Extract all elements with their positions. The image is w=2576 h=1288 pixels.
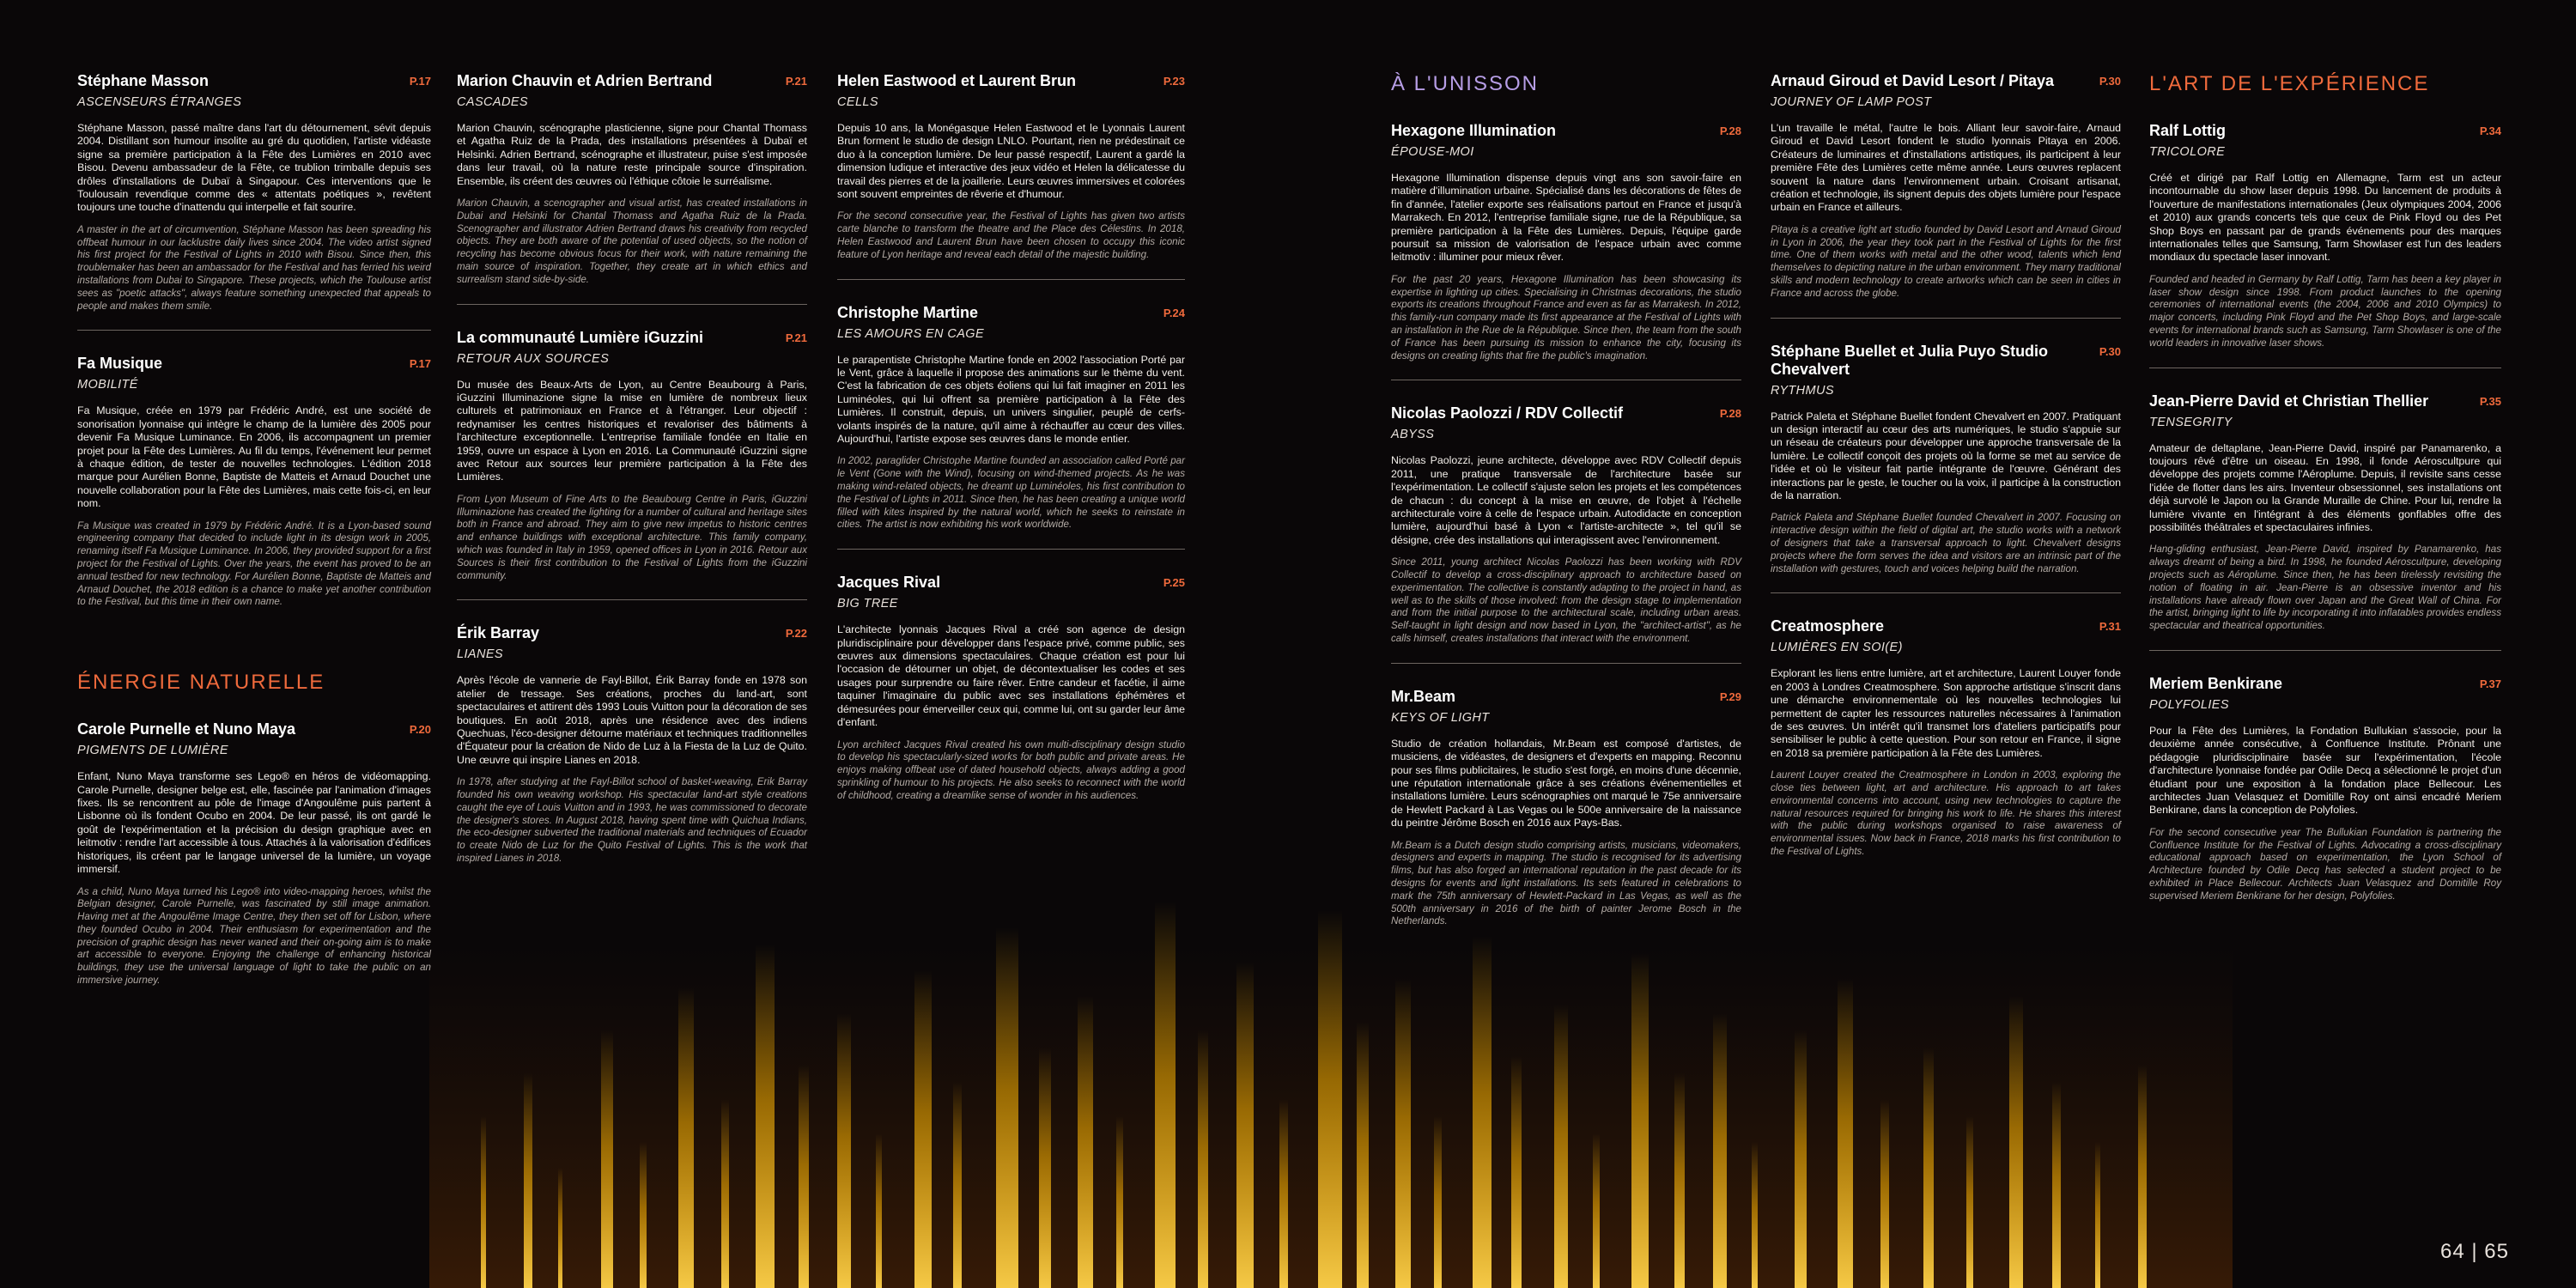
entry-8 [837,574,1185,802]
artist-name: Mr.Beam [1391,687,1456,705]
light-streak [1395,979,1411,1288]
description-en: A master in the art of circumvention, Stéphane Masson has been spreading his offbeat humour in our lacklustre daily lives since 2004. The video artist signed his first project for the Festival of Lights in 2010 with Bisou. Since then, this troublemaker has been an ambassador for the Festival and has ferried his weird installations from Dubai to Singapore. These projects, which the Toulouse artist sees as "poetic attacks", always feature something unexpected that appeals to people and makes them smile. [77,223,431,312]
divider [837,279,1185,280]
light-streak [558,1168,562,1288]
artist-name: Creatmosphere [1771,617,1885,635]
work-title: TRICOLORE [2149,145,2226,159]
entry-13 [1771,343,2121,576]
description-fr: Du musée des Beaux-Arts de Lyon, au Centre Beaubourg à Paris, iGuzzini Illuminazione signe la mise en lumière de nombreux lieux culturels et patrimoniaux en France et à l'étranger. Leur objectif : redynamiser les centres historiques et revaloriser des bâtiments à l'architecture exceptionnelle. L'entreprise familiale fondée en Italie en 1959, ouvre un espace à Lyon en 2016. La Communauté iGuzzini signe avec Retour aux sources leur première participation à la Fête des Lumières. [457,378,807,483]
column-2 [457,72,807,866]
page-ref: P.31 [2099,620,2121,634]
description-fr: Le parapentiste Christophe Martine fonde en 2002 l'association Porté par le Vent, grâce à laquelle il propose des animations sur le thème du vent. C'est la fabrication de ces objets éoliens qui lui fait imaginer en 2011 les Luminéoles, qui lui offrent sa première participation à la Fête des Lumières. Il construit, depuis, un univers singulier, peuplé de cerfs-volants inspirés de la nature, qu'il aime à réchauffer au cœur des villes. Aujourd'hui, l'artiste expose ses œuvres dans le monde entier. [837,353,1185,446]
column-1 [77,72,431,987]
artist-name: Jean-Pierre David et Christian Thellier [2149,392,2429,410]
work-title: CELLS [837,95,878,109]
description-en: In 2002, paraglider Christophe Martine founded an association called Porté par le Vent (Gone with the Wind), focusing on wind-themed projects. As he was making wind-related objects, he dreamt up Luminéoles, his first contribution to the Festival of Lights in 2011. Since then, he has been creating a unique world filled with kites inspired by the natural world, which he seeks to reinstate in cities. The artist is now exhibiting his work worldwide. [837,455,1185,531]
light-streak [914,970,932,1288]
description-en: Marion Chauvin, a scenographer and visual artist, has created installations in Dubai and Helsinki for Chantal Thomass and Agatha Ruiz de la Prada. Scenographer and illustrator Adrien Bertrand draws his creativity from recycled objects. They are both aware of the potential of used objects, so the notion of recycling has become obvious focus for their work, with nature remaining the main source of inspiration. Together, they create art in which ethics and surrealism stand side-by-side. [457,197,807,285]
artist-name: Arnaud Giroud et David Lesort / Pitaya [1771,72,2055,89]
light-streak [1795,1030,1807,1288]
entry-4 [457,329,807,583]
column-3 [837,72,1185,802]
description-en: Fa Musique was created in 1979 by Frédéric André. It is a Lyon-based sound engineering company that decided to include light in its design work in 2005, renaming itself Fa Musique Luminance. In 2006, they provided support for a first project for the Festival of Lights. Over the years, the event has proved to be an annual testbed for new technology. For Aurélien Bonne, Baptiste de Matteis and Arnaud Douchet, the 2018 edition is a chance to make yet another contribution to the Festival, but this time in their own name. [77,519,431,608]
divider [1771,318,2121,319]
description-en: As a child, Nuno Maya turned his Lego® into video-mapping heroes, whilst the Belgian designer, Carole Purnelle, was fascinated by still image animation. Having met at the Angoulême Image Centre, they then set off for Lisbon, where they founded Ocubo in 2004. Their enthusiasm for experimentation and the precision of graphic design has never waned and their on-going aim is to make art accessible to everyone. Enjoying the challenge of enhancing historical buildings, they use the universal language of light to take the public on an immersive journey. [77,885,431,987]
light-streak [2095,1142,2100,1288]
description-fr: Créé et dirigé par Ralf Lottig en Allemagne, Tarm est un acteur incontournable du show laser depuis 1998. Du lancement de produits à l'ouverture de manifestations internationales (Jeux olympiques 2004, 2006 et 2010) aux grands concerts tels que ceux de Pink Floyd ou des Pet Shop Boys en passant par de grands événements pour des marques internationales telles que Samsung, Tarm Showlaser est l'un des leaders mondiaux du spectacle laser innovant. [2149,172,2501,264]
artist-name: Fa Musique [77,355,163,373]
light-streak [996,927,1018,1288]
light-streak [481,1116,486,1288]
description-en: For the second consecutive year The Bullukian Foundation is partnering the Confluence Institute for the Festival of Lights. Advocating a cross-disciplinary educational approach based on experimentation, the Lyon School of Architecture founded by Odile Decq has selected a student project to be exhibited in Place Bellecour. Architects Juan Velasquez and Domitille Roy supervised Meriem Benkirane for her design, Polyfolies. [2149,826,2501,902]
artist-name: Marion Chauvin et Adrien Bertrand [457,72,713,89]
page-ref: P.24 [1163,306,1185,319]
column-4 [1391,72,1741,928]
light-streak [1838,979,1853,1288]
page-ref: P.37 [2479,677,2501,691]
artist-name: Meriem Benkirane [2149,675,2283,693]
entry-3 [457,72,807,287]
work-title: ÉPOUSE-MOI [1391,145,1474,159]
light-streak [640,1142,647,1288]
entry-14 [1771,617,2121,858]
light-streak [799,1065,809,1288]
description-fr: Marion Chauvin, scénographe plasticienne, signe pour Chantal Thomass et Agatha Ruiz de la Prada, des installations présentées à Dubaï et Helsinki. Adrien Bertrand, scénographe et illustrateur, puise s'est imposée dans leur travail, où la nature reste principale source d'inspiration. Ensemble, ils créent des œuvres où l'éthique côtoie le surréalisme. [457,122,807,187]
entry-17 [2149,675,2501,903]
artist-name: Carole Purnelle et Nuno Maya [77,720,296,738]
page-ref: P.22 [785,627,807,641]
light-streak [1116,1116,1123,1288]
description-fr: Enfant, Nuno Maya transforme ses Lego® en héros de vidéomapping. Carole Purnelle, designer belge est, elle, fascinée par l'animation d'images fixes. Ils se rencontrent au pôle de l'image d'Angoulême puis partent à Lisbonne où ils fondent Ocubo en 2004. De leur passé, ils ont gardé le goût de l'expérimentation et la précision du design graphique avec en leitmotiv : rendre l'art accessible à tous. Attachés à la valorisation d'édifices historiques, ils créent par le langage universel de la lumière, un voyage immersif. [77,770,431,876]
light-streak [524,1073,532,1288]
work-title: KEYS OF LIGHT [1391,710,1490,725]
work-title: CASCADES [457,95,528,109]
page-ref: P.17 [409,357,431,371]
artist-name: Nicolas Paolozzi / RDV Collectif [1391,404,1624,422]
light-streak [1752,1142,1758,1288]
entry-15 [2149,122,2501,350]
work-title: ABYSS [1391,428,1435,442]
light-streak [601,1030,613,1288]
description-fr: Studio de création hollandais, Mr.Beam est composé d'artistes, de musiciens, de vidéastes, de designers et d'experts en mapping. Reconnu pour ses films publicitaires, le studio s'est forgé, en moins d'une décennie, une réputation internationale grâce à ses créations événementielles et installations lumière. Leurs scénographies ont marqué le 75e anniversaire de Hewlett Packard à Las Vegas ou le 500e anniversaire de la naissance du peintre Jérôme Bosch en 2016 aux Pays-Bas. [1391,737,1741,829]
column-6 [2149,72,2501,903]
description-en: Since 2011, young architect Nicolas Paolozzi has been working with RDV Collectif to develop a cross-disciplinary approach to architecture based on experimentation. The collective is constantly adapting to the project in hand, as well as to the skills of those involved: from the design stage to implementation and from the initial purpose to the architectural scale, including urban areas. Self-taught in light design and now based in Lyon, the "architect-artist", as he calls himself, creates installations that interact with the environment. [1391,556,1741,645]
light-streak [1923,1048,1934,1288]
entry-1 [77,355,431,609]
entry-7 [837,304,1185,532]
artist-name: Hexagone Illumination [1391,122,1557,139]
divider [837,549,1185,550]
artist-name: Ralf Lottig [2149,122,2226,139]
light-streak [1593,1133,1600,1288]
description-en: Pitaya is a creative light art studio founded by David Lesort and Arnaud Giroud in Lyon in 2006, the year they took part in the Festival of Lights for the first time. One of them works with metal and the other wood, talents which lend themselves to depicting nature in the urban environment. They marry traditional skills and modern technology to create artworks which can be seen in cities in France and across the globe. [1771,223,2121,299]
page-ref: P.25 [1163,576,1185,590]
page-ref: P.21 [785,75,807,88]
light-streak [1318,910,1342,1288]
light-streak [837,1013,851,1288]
work-title: RETOUR AUX SOURCES [457,351,610,366]
divider [1771,592,2121,593]
work-title: BIG TREE [837,597,898,611]
light-streak [1511,1056,1522,1288]
column-5 [1771,72,2121,859]
description-en: Laurent Louyer created the Creatmosphere in London in 2003, exploring the close ties between light, art and architecture. His approach to art takes environmental concerns into account, using new technologies to capture the natural resources required for bringing his work to life. He shares this interest with the public during workshops organised to raise awareness of environmental issues. Now back in France, 2018 marks his first contribution to the Festival of Lights. [1771,769,2121,858]
page-ref: P.30 [2099,75,2121,88]
light-streak [1631,953,1649,1288]
light-streak [1357,1022,1369,1288]
light-streak [721,1099,729,1288]
entry-2 [77,720,431,987]
light-streak [1880,1099,1889,1288]
light-streak [876,1133,882,1288]
description-en: Founded and headed in Germany by Ralf Lottig, Tarm has been a key player in laser show design since 1998. From product launches to the opening ceremonies of international events (the 2004, 2006 and 2010 Olympics) to major concerts, including Pink Floyd and the Pet Shop Boys, and large-scale events for international brands such as Samsung, Tarm Showlaser is one of the world leaders in innovative laser shows. [2149,273,2501,349]
description-fr: Depuis 10 ans, la Monégasque Helen Eastwood et le Lyonnais Laurent Brun forment le studio de design LNLO. Pourtant, rien ne prédestinait ce duo à la conception lumière. De leur passé respectif, Laurent a gardé la dimension ludique et interactive des jeux vidéo et Helen la délicatesse du travail des pierres et de la joaillerie. Leurs œuvres immersives et colorées sont souvent empreintes de rêverie et d'humour. [837,122,1185,201]
entry-10 [1391,404,1741,645]
artist-name: Stéphane Masson [77,72,210,89]
description-en: Lyon architect Jacques Rival created his own multi-disciplinary design studio to develop his spectacularly-sized works for both public and private areas. He enjoys making offbeat use of dated household objects, always adding a good sprinkling of humour to his projects. He also seeks to reconnect with the world of childhood, creating a dreamlike sense of wonder in his audiences. [837,738,1185,801]
entry-11 [1391,688,1741,928]
entry-6 [837,72,1185,262]
light-streak [678,987,694,1288]
work-title: MOBILITÉ [77,378,138,392]
light-streak [2052,1082,2061,1288]
work-title: RYTHMUS [1771,383,1834,398]
description-en: For the past 20 years, Hexagone Illumination has been showcasing its expertise in lighting up cities. Specialising in Christmas decorations, the studio exports its creations throughout France and even as far as Marrakesh. In 2012, this family-run company made its first appearance at the Festival of Lights with an installation in the Rue de la République. Since then, the team from the south of France has been pursuing its mission to enhance the city, focusing its designs on creating lights that fire the public's imagination. [1391,273,1741,361]
light-streak [1078,996,1093,1288]
light-streak [1155,902,1176,1288]
description-en: Mr.Beam is a Dutch design studio comprising artists, musicians, videomakers, designers and experts in mapping. The studio is recognised for its advertising films, but has also forged an international reputation in the past decade for its designs for events and light installations. Its sets featured in celebrations to mark the 75th anniversary of Hewlett-Packard in Las Vegas, as well as the 500th anniversary in 2016 of the birth of painter Jerome Bosch in the Netherlands. [1391,839,1741,927]
page-ref: P.23 [1163,75,1185,88]
description-fr: Nicolas Paolozzi, jeune architecte, développe avec RDV Collectif depuis 2011, une pratique transversale de l'architecture basée sur l'expérimentation. Le collectif s'ajuste selon les projets et les compétences de chacun : du concept à la mise en œuvre, de l'objet à l'échelle architecturale voire à celle de l'espace urbain. Autodidacte en conception lumière, aujourd'hui basé à Lyon « l'artiste-architecte », tel qu'il se désigne, crée des installations qui interagissent avec l'environnement. [1391,454,1741,546]
page-ref: P.30 [2099,344,2121,358]
artist-name: La communauté Lumière iGuzzini [457,328,704,346]
entry-12 [1771,72,2121,301]
divider [1391,663,1741,664]
artist-name: Helen Eastwood et Laurent Brun [837,72,1077,89]
light-streak [1434,1116,1442,1288]
work-title: LUMIÈRES EN SOI(E) [1771,641,1903,655]
description-en: From Lyon Museum of Fine Arts to the Beaubourg Centre in Paris, iGuzzini Illuminazione has created the lighting for a number of cultural and heritage sites both in France and abroad. They aim to give new impetus to historic centres and enhance buildings with exceptional architecture. This family company, which was founded in Italy in 1959, opened offices in Lyon in 2016. Retour aux Sources is their first contribution to the Festival of Lights from the iGuzzini community. [457,493,807,581]
work-title: ASCENSEURS ÉTRANGES [77,95,242,109]
work-title: POLYFOLIES [2149,698,2229,713]
description-fr: Amateur de deltaplane, Jean-Pierre David, inspiré par Panamarenko, a toujours rêvé d'être un oiseau. En 1998, il fonde Aéroscultpure qui développe des projets comme l'Aéroplume. Depuis, il revisite sans cesse l'idée de flotter dans les airs. Inventeur obsessionnel, ses installations ont déjà survolé le Japon ou la Grande Muraille de Chine. Pour lui, rendre la lumière vivante en l'intégrant à des éléments gonflables offre des possibilités théâtrales et spectaculaires infinies. [2149,441,2501,534]
divider [77,330,431,331]
page-ref: P.17 [409,75,431,88]
page-ref: P.29 [1719,690,1741,703]
light-streak [1039,1048,1051,1288]
entry-16 [2149,392,2501,633]
light-streak [2009,996,2023,1288]
divider [457,304,807,305]
description-fr: Stéphane Masson, passé maître dans l'art du détournement, sévit depuis 2004. Distillant son humour insolite au gré du quotidien, l'artiste vidéaste signe sa première participation à la Fête des Lumières en 2010 avec Bisou. Devenu ambassadeur de la Fête, ce trublion trimballe depuis ses drôles d'installations de Dubaï à Singapour. Ces interventions que le Toulousain revendique comme des « attentats poétiques », revêtent toujours une touche d'inattendu qui interpelle et fait sourire. [77,122,431,214]
section-heading-energie: ÉNERGIE NATURELLE [77,671,325,695]
work-title: TENSEGRITY [2149,415,2233,429]
work-title: LES AMOURS EN CAGE [837,326,985,341]
description-fr: Fa Musique, créée en 1979 par Frédéric André, est une société de sonorisation lyonnaise qui intègre le champ de la lumière dès 2005 pour devenir Fa Musique Luminance. En 2006, ils accompagnent un premier projet pour la Fête des Lumières. Au fil du temps, l'événement leur permet à chaque édition, de tester de nouvelles technologies. L'édition 2018 marque pour Aurélien Bonne, Baptiste de Matteis et Arnaud Douchet une nouvelle collaboration pour la Fête des Lumières, mais cette fois-ci, en leur nom. [77,404,431,510]
light-streak [2138,1065,2147,1288]
light-streak [1236,962,1254,1288]
section-heading-unisson: À L'UNISSON [1391,72,1539,95]
page-numbers: 64 | 65 [2440,1240,2509,1263]
work-title: JOURNEY OF LAMP POST [1771,95,1932,109]
page-ref: P.20 [409,723,431,737]
description-en: For the second consecutive year, the Festival of Lights has given two artists carte blanche to transform the theatre and the Place des Célestins. In 2018, Helen Eastwood and Laurent Brun have been chosen to occupy this iconic feature of Lyon heritage and reveal each detail of the majestic building. [837,210,1185,260]
section-heading-experience: L'ART DE L'EXPÉRIENCE [2149,72,2430,95]
page-ref: P.28 [1719,407,1741,421]
artist-name: Jacques Rival [837,574,941,592]
description-fr: L'un travaille le métal, l'autre le bois. Alliant leur savoir-faire, Arnaud Giroud et David Lesort fondent le studio lyonnais Pitaya en 2006. Créateurs de luminaires et d'installations artistiques, ils participent à leur première Fête des Lumières cette même année. Leurs œuvres replacent souvent la nature dans l'environnement urbain. Croisant artisanat, création et technologie, ils signent depuis des objets lumière pour l'espace urbain en France et ailleurs. [1771,122,2121,214]
page-ref: P.34 [2479,125,2501,137]
description-fr: Après l'école de vannerie de Fayl-Billot, Érik Barray fonde en 1978 son atelier de tressage. Ses créations, proches du land-art, sont spectaculaires et attirent dès 1993 Louis Vuitton pour la décoration de ses boutiques. En août 2018, après une résidence avec des indiens Quechuas, l'éco-designer détourne matériaux et techniques traditionnelles d'Équateur pour la création de Nido de Luz à la Fiesta de la Luz de Quito. Une œuvre qui inspire Lianes en 2018. [457,674,807,766]
light-streak [1198,1030,1208,1288]
light-streak [1279,1099,1288,1288]
entry-0 [77,72,431,313]
light-streak [1674,1073,1685,1288]
artist-name: Christophe Martine [837,303,979,321]
description-en: In 1978, after studying at the Fayl-Billot school of basket-weaving, Erik Barray founded his own weaving workshop. His spectacular land-art style creations caught the eye of Louis Vuitton and in 1993, he was commissioned to decorate the designer's stores. In August 2018, having spent time with Quichua Indians, the eco-designer subverted the traditional materials and techniques of Ecuador to create Nido de Luz for the Quito Festival of Lights. This is the work that inspired Lianes in 2018. [457,776,807,865]
light-streak [1554,1005,1568,1288]
light-streak [1713,1013,1727,1288]
light-streak [953,1082,962,1288]
entry-5 [457,624,807,865]
description-fr: L'architecte lyonnais Jacques Rival a créé son agence de design pluridisciplinaire pour développer dans l'espace privé, comme public, ses œuvres aux dimensions spectaculaires. Chaque création est pour lui l'occasion de détourner un objet, de décontextualiser les codes et ses usages pour surprendre ou faire rêver. Entre candeur et facétie, il aime taquiner l'imaginaire du public avec ses installations éphémères et démesurées pour émerveiller ceux qui, comme lui, ont su garder leur âme d'enfant. [837,623,1185,729]
description-en: Patrick Paleta and Stéphane Buellet founded Chevalvert in 2007. Focusing on interactive design within the field of digital art, the studio works with a network of designers that take a transversal approach to light. Chevalvert designs projects where the form serves the idea and visitors are an intrinsic part of the installation with gestures, touch and voices helping build the narration. [1771,512,2121,574]
artist-name: Érik Barray [457,624,540,642]
entry-9 [1391,122,1741,362]
work-title: LIANES [457,647,503,662]
work-title: PIGMENTS DE LUMIÈRE [77,744,228,758]
divider [2149,650,2501,651]
artist-name: Stéphane Buellet et Julia Puyo Studio Chevalvert [1771,342,2049,378]
page-ref: P.21 [785,331,807,344]
description-en: Hang-gliding enthusiast, Jean-Pierre David, inspired by Panamarenko, has always dreamt of being a bird. In 1998, he founded Aéroscultpure, developing projects such as Aéroplume. Since then, he has been tirelessly revisiting the notion of floating in air. Jean-Pierre is an obsessive inventor and his installations have already flown over Japan and the Great Wall of China. For the artist, bringing light to life by incorporating it into inflatables provides endless spectacular and theatrical opportunities. [2149,544,2501,632]
description-fr: Explorant les liens entre lumière, art et architecture, Laurent Louyer fonde en 2003 à Londres Creatmosphere. Son approche artistique s'inscrit dans une démarche environnementale où les nouvelles technologies lui permettent de capter les ressources naturelles nécessaires à l'animation de ses œuvres. Un intérêt qu'il transmet lors d'ateliers participatifs pour sensibiliser le public à cette question. Pour son retour en France, il signe en 2018 sa première participation à la Fête des Lumières. [1771,667,2121,759]
divider [457,599,807,600]
light-streak [1473,936,1492,1288]
light-streak [1966,1116,1973,1288]
description-fr: Hexagone Illumination dispense depuis vingt ans son savoir-faire en matière d'illumination urbaine. Spécialisé dans les décorations de fêtes de fin d'année, l'atelier exporte ses réalisations partout en France et jusqu'à Marrakech. En 2012, l'entreprise familiale signe, rue de la République, sa première participation à la Fête des Lumières. Depuis, l'équipe garde poursuit sa mission de valorisation de l'espace urbain avec comme leitmotiv : illuminer pour mieux rêver. [1391,172,1741,264]
description-fr: Pour la Fête des Lumières, la Fondation Bullukian s'associe, pour la deuxième année consécutive, à Confluence Institute. Prônant une pédagogie pluridisciplinaire basée sur l'expérimentation, l'école d'architecture lyonnaise fondée par Odile Decq a sélectionné le projet d'un étudiant pour une exposition à la fondation place Bellecour. Les architectes Juan Velasquez et Domitille Roy ont ainsi encadré Meriem Benkirane, dans la conception de Polyfolies. [2149,725,2501,817]
description-fr: Patrick Paleta et Stéphane Buellet fondent Chevalvert en 2007. Pratiquant un design interactif au cœur des arts numériques, le studio s'appuie sur un réseau de créateurs pour développer une approche transversale de la lumière. Le collectif conçoit des projets où la forme se met au service de l'idée et où le visiteur fait partie intégrante de l'œuvre. Générant des interactions par le geste, le toucher ou la voix, il participe à la construction de la narration. [1771,410,2121,502]
light-streak [756,945,775,1288]
page-ref: P.35 [2479,394,2501,408]
page-ref: P.28 [1719,125,1741,137]
